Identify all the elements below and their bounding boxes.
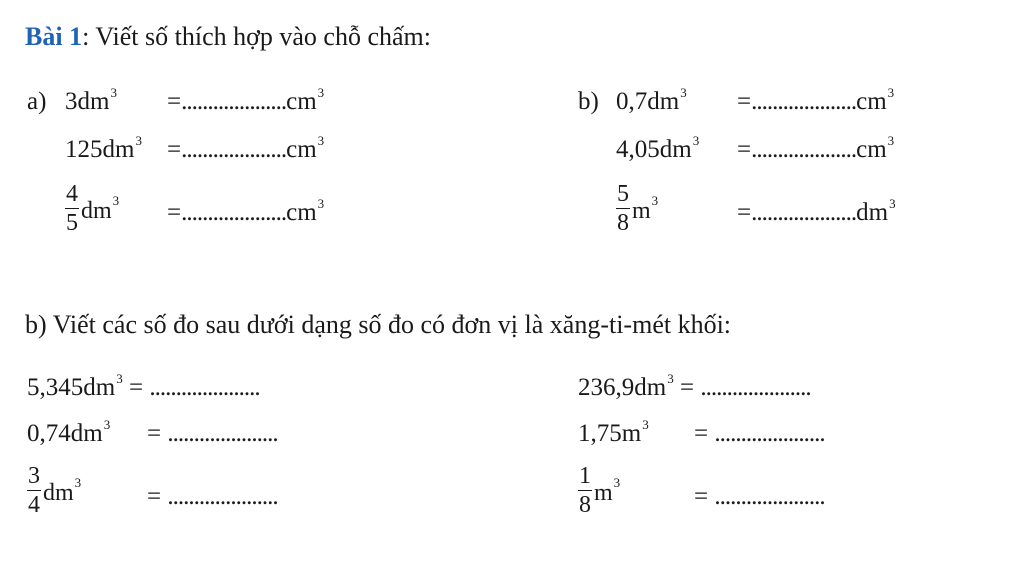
part-b-row-2-answer[interactable]: $=....................cm^3$ <box>737 133 895 163</box>
section-b-title: b) Viết các số đo sau dưới dạng số đo có đơn vị là xăng-ti-mét khối: <box>25 310 732 339</box>
section-b-left-row-3: $\frac{3}{4}$ dm 3 <box>28 463 82 518</box>
part-a-row-3-answer[interactable]: $=....................cm^3$ <box>167 196 325 226</box>
section-b-left-row-2[interactable]: $0,74dm^3$ <box>27 417 111 447</box>
fraction: $\frac{4}{5}$ <box>66 181 78 236</box>
part-a-row-1-answer[interactable]: $=....................cm^3$ <box>167 85 325 115</box>
part-b-row-2-expr: $4,05dm^3$ <box>616 133 700 163</box>
exercise-heading <box>25 24 431 50</box>
part-b-row-1-answer[interactable]: $=....................cm^3$ <box>737 85 895 115</box>
fraction: $\frac{1}{8}$ <box>579 463 591 518</box>
section-b-left-row-1[interactable]: $5,345dm^3$ = ..................... <box>27 371 260 401</box>
part-b-row-1-expr: $0,7dm^3$ <box>616 85 687 115</box>
exercise-instruction: : Viết số thích hợp vào chỗ chấm: <box>82 22 431 51</box>
section-b-left-row-2-answer[interactable]: = ..................... <box>147 420 278 447</box>
part-b-label: b) <box>578 88 599 115</box>
part-a-label: a) <box>27 88 47 115</box>
section-b-right-row-3-answer[interactable]: = ..................... <box>694 483 825 510</box>
part-b-row-3-expr: $\frac{5}{8}$ m 3 <box>617 181 659 236</box>
part-a-row-3-expr: $\frac{4}{5}$ dm 3 <box>66 181 120 236</box>
section-b-right-row-2-answer[interactable]: = ..................... <box>694 420 825 447</box>
exercise-label: Bài 1 <box>25 22 83 51</box>
section-b-left-row-3-answer[interactable]: = ..................... <box>147 483 278 510</box>
fraction: $\frac{3}{4}$ <box>28 463 40 518</box>
part-a-row-2-expr: $125dm^3$ <box>65 133 142 163</box>
section-b-right-row-1[interactable]: $236,9dm^3$ = ..................... <box>578 371 811 401</box>
section-b-right-row-2[interactable]: $1,75m^3$ <box>578 417 649 447</box>
section-b-right-row-3: $\frac{1}{8}$ m 3 <box>579 463 621 518</box>
part-a-row-1-expr: $3dm^3$ <box>65 85 117 115</box>
part-b-row-3-answer[interactable]: $=....................dm^3$ <box>737 196 896 226</box>
fraction: $\frac{5}{8}$ <box>617 181 629 236</box>
part-a-row-2-answer[interactable]: $=....................cm^3$ <box>167 133 325 163</box>
